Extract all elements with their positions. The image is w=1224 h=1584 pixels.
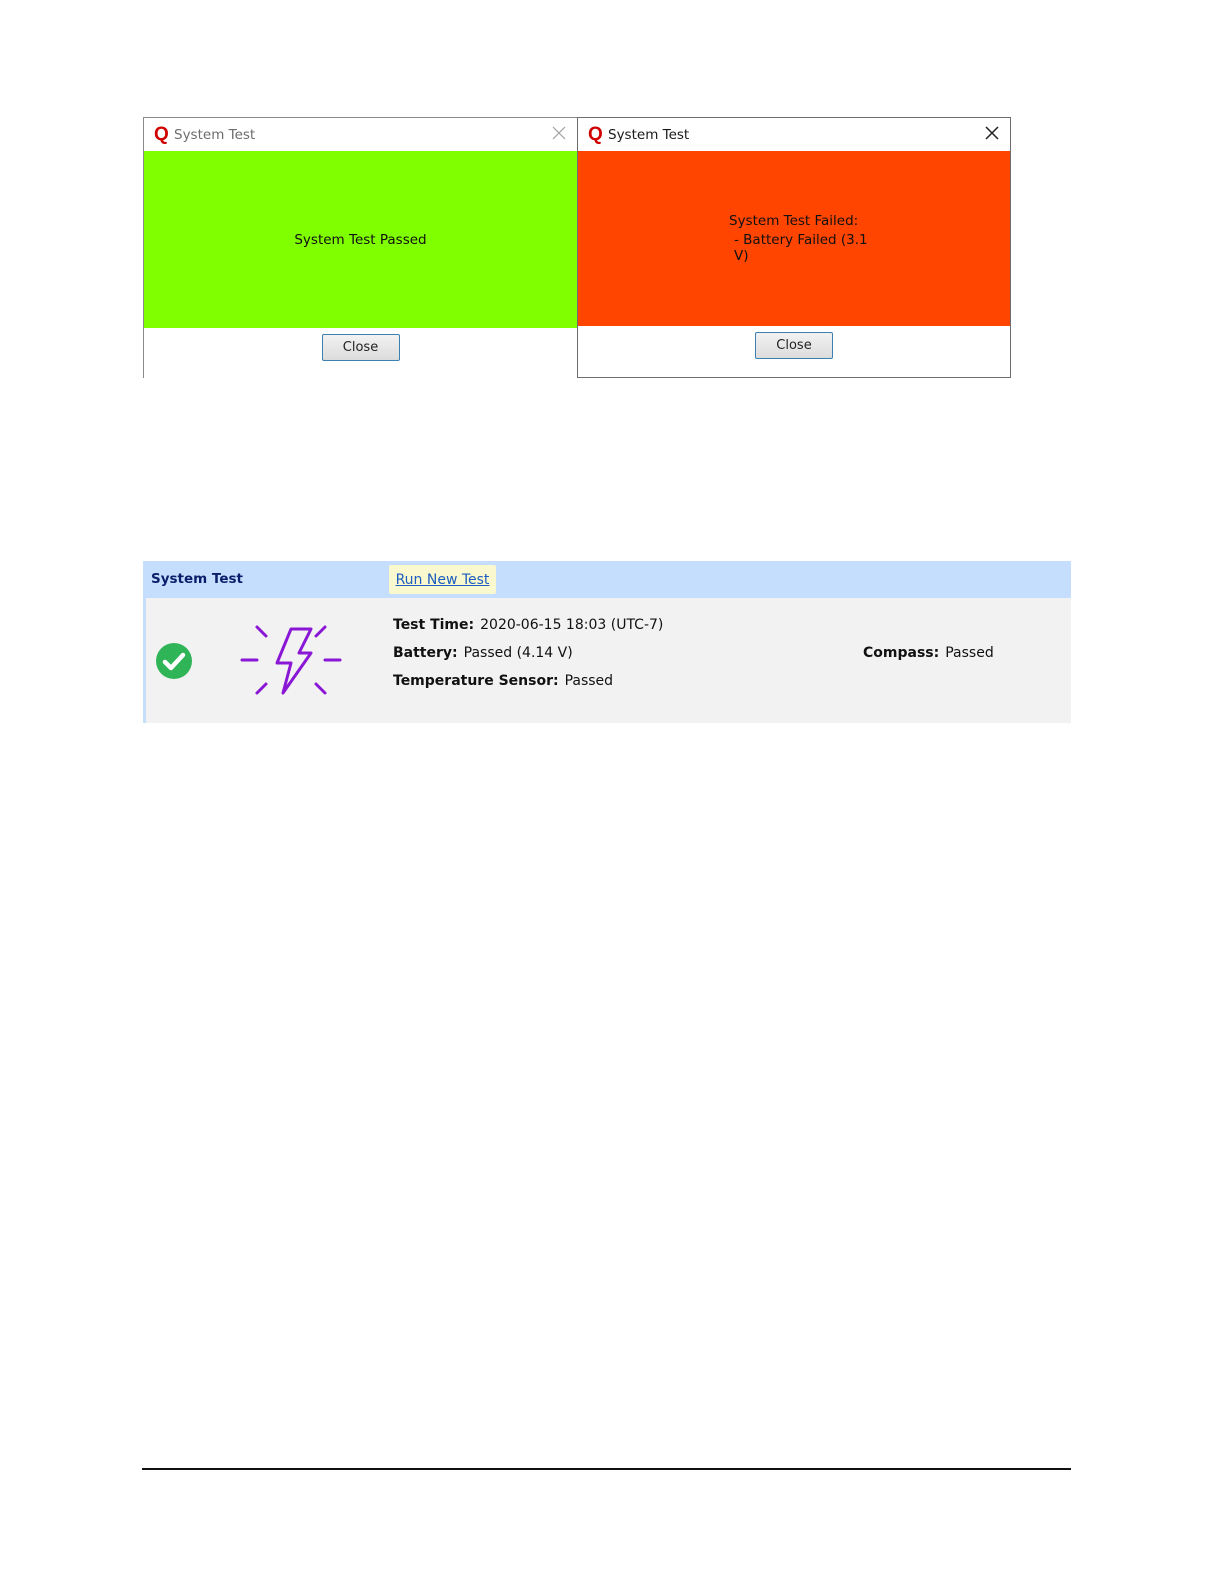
test-time-field	[393, 617, 663, 633]
system-test-failed-dialog	[577, 117, 1011, 378]
app-logo-icon: Q	[588, 124, 603, 145]
battery-value: Passed (4.14 V)	[463, 645, 573, 661]
dialog-titlebar	[144, 118, 577, 151]
result-panel	[144, 151, 577, 328]
panel-body	[143, 598, 1071, 723]
failure-detail: - Battery Failed (3.1 V)	[734, 232, 868, 264]
dialog-footer	[578, 326, 1010, 376]
dialog-titlebar	[578, 118, 1010, 151]
result-message: System Test Failed:	[729, 213, 859, 229]
temperature-sensor-value: Passed	[564, 673, 614, 689]
panel-header	[143, 561, 1071, 598]
battery-field	[393, 645, 573, 661]
system-test-passed-dialog	[143, 117, 577, 378]
battery-label: Battery:	[393, 645, 458, 661]
run-new-test-link[interactable]: Run New Test	[389, 565, 496, 594]
compass-label: Compass:	[863, 645, 940, 661]
close-icon[interactable]	[984, 125, 1000, 141]
dialog-footer	[144, 328, 577, 378]
app-logo-icon: Q	[154, 124, 169, 145]
panel-title: System Test	[151, 571, 243, 587]
close-icon[interactable]	[551, 125, 567, 141]
close-button[interactable]: Close	[322, 334, 400, 361]
test-time-value: 2020-06-15 18:03 (UTC-7)	[480, 617, 664, 633]
page-footer-rule	[142, 1468, 1071, 1470]
check-circle-icon	[155, 642, 193, 684]
result-panel	[578, 151, 1010, 326]
temperature-sensor-field	[393, 673, 613, 689]
dialog-title: System Test	[174, 126, 256, 143]
test-time-label: Test Time:	[393, 617, 475, 633]
compass-value: Passed	[945, 645, 994, 661]
dialog-title: System Test	[608, 126, 690, 143]
close-button[interactable]: Close	[755, 332, 833, 359]
temperature-sensor-label: Temperature Sensor:	[393, 673, 559, 689]
lightning-bolt-icon	[239, 623, 343, 701]
result-message: System Test Passed	[294, 231, 427, 248]
system-test-panel	[143, 561, 1071, 723]
compass-field	[863, 645, 994, 661]
